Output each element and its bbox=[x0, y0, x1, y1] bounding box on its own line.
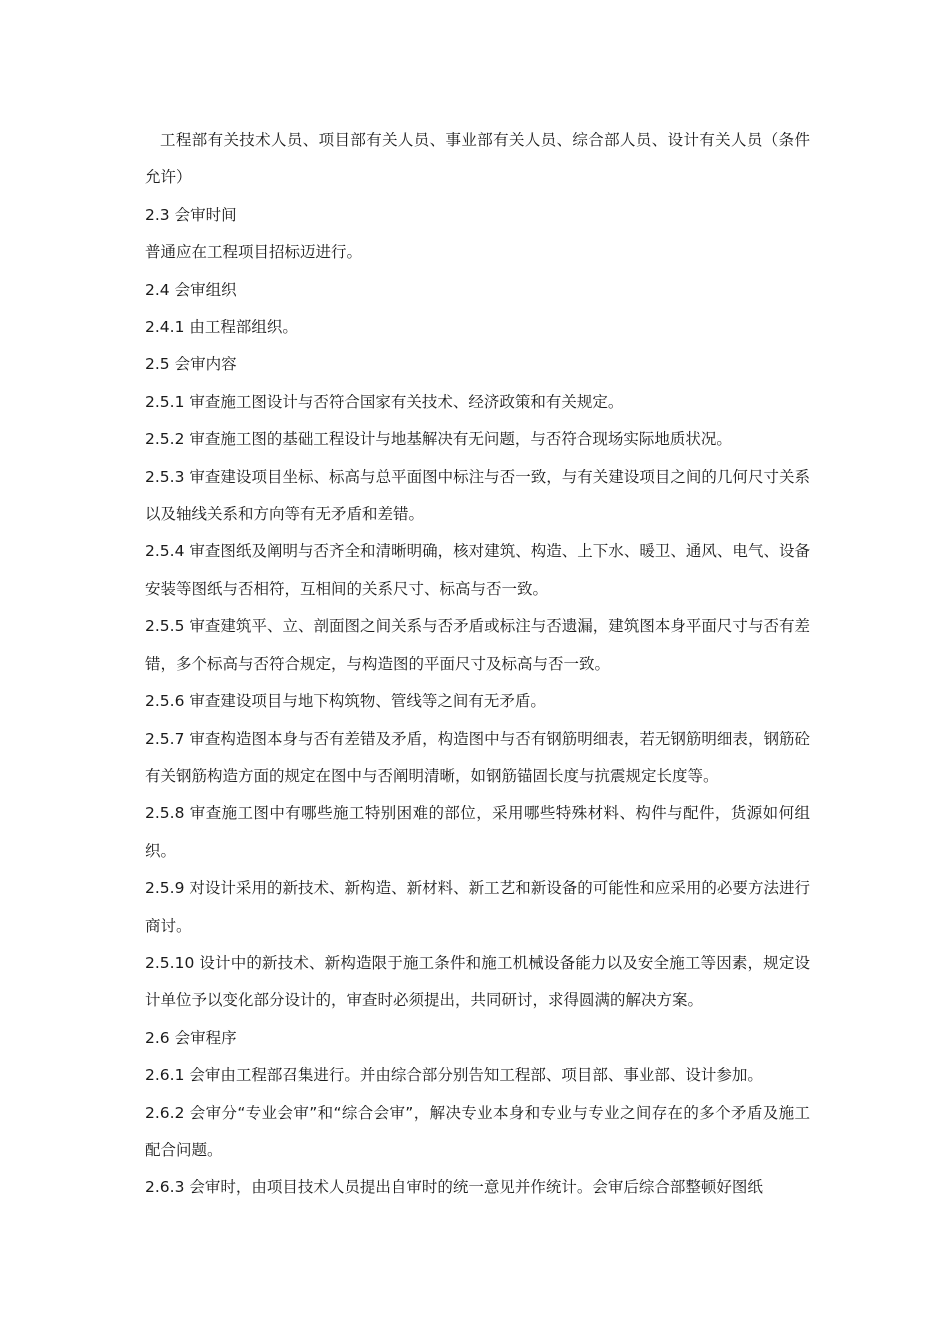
paragraph: 2.5.3 审查建设项目坐标、标高与总平面图中标注与否一致，与有关建设项目之间的几何尺寸关系以及轴线关系和方向等有无矛盾和差错。 bbox=[145, 467, 810, 524]
heading-2-6: 2.6 会审程序 bbox=[145, 1028, 237, 1047]
paragraph: 2.5.5 审查建筑平、立、剖面图之间关系与否矛盾或标注与否遗漏，建筑图本身平面尺寸与否有差错，多个标高与否符合规定，与构造图的平面尺寸及标高与否一致。 bbox=[145, 617, 810, 673]
heading-2-5: 2.5 会审内容 bbox=[145, 355, 237, 374]
paragraph: 2.4.1 由工程部组织。 bbox=[145, 318, 298, 337]
paragraph: 2.6.1 会审由工程部召集进行。并由综合部分别告知工程部、项目部、事业部、设计参加。 bbox=[145, 1066, 763, 1085]
paragraph: 2.5.8 审查施工图中有哪些施工特别困难的部位，采用哪些特殊材料、构件与配件，货源如何组织。 bbox=[145, 804, 810, 860]
paragraph: 2.5.9 对设计采用的新技术、新构造、新材料、新工艺和新设备的可能性和应采用的必要方法进行商讨。 bbox=[145, 879, 810, 935]
paragraph: 2.5.7 审查构造图本身与否有差错及矛盾，构造图中与否有钢筋明细表，若无钢筋明细表，钢筋砼有关钢筋构造方面的规定在图中与否阐明清晰，如钢筋锚固长度与抗震规定长度等。 bbox=[145, 729, 810, 785]
heading-2-4: 2.4 会审组织 bbox=[145, 280, 237, 299]
paragraph: 2.5.2 审查施工图的基础工程设计与地基解决有无问题，与否符合现场实际地质状况。 bbox=[145, 430, 732, 449]
paragraph: 2.5.4 审查图纸及阐明与否齐全和清晰明确，核对建筑、构造、上下水、暖卫、通风、电气、设备安装等图纸与否相符，互相间的关系尺寸、标高与否一致。 bbox=[145, 542, 810, 598]
heading-2-3: 2.3 会审时间 bbox=[145, 205, 237, 224]
document-body bbox=[145, 122, 810, 1207]
paragraph-attendees: 工程部有关技术人员、项目部有关人员、事业部有关人员、综合部人员、设计有关人员（条件允许） bbox=[145, 131, 810, 187]
paragraph: 2.6.2 会审分“专业会审”和“综合会审”，解决专业本身和专业与专业之间存在的多个矛盾及施工配合问题。 bbox=[145, 1103, 810, 1159]
paragraph: 2.5.1 审查施工图设计与否符合国家有关技术、经济政策和有关规定。 bbox=[145, 392, 624, 411]
paragraph: 2.5.6 审查建设项目与地下构筑物、管线等之间有无矛盾。 bbox=[145, 692, 546, 711]
paragraph: 普通应在工程项目招标迈进行。 bbox=[145, 243, 363, 262]
paragraph: 2.5.10 设计中的新技术、新构造限于施工条件和施工机械设备能力以及安全施工等因素，规定设计单位予以变化部分设计的，审查时必须提出，共同研讨，求得圆满的解决方案。 bbox=[145, 953, 810, 1010]
paragraph: 2.6.3 会审时，由项目技术人员提出自审时的统一意见并作统计。会审后综合部整顿好图纸 bbox=[145, 1178, 763, 1197]
